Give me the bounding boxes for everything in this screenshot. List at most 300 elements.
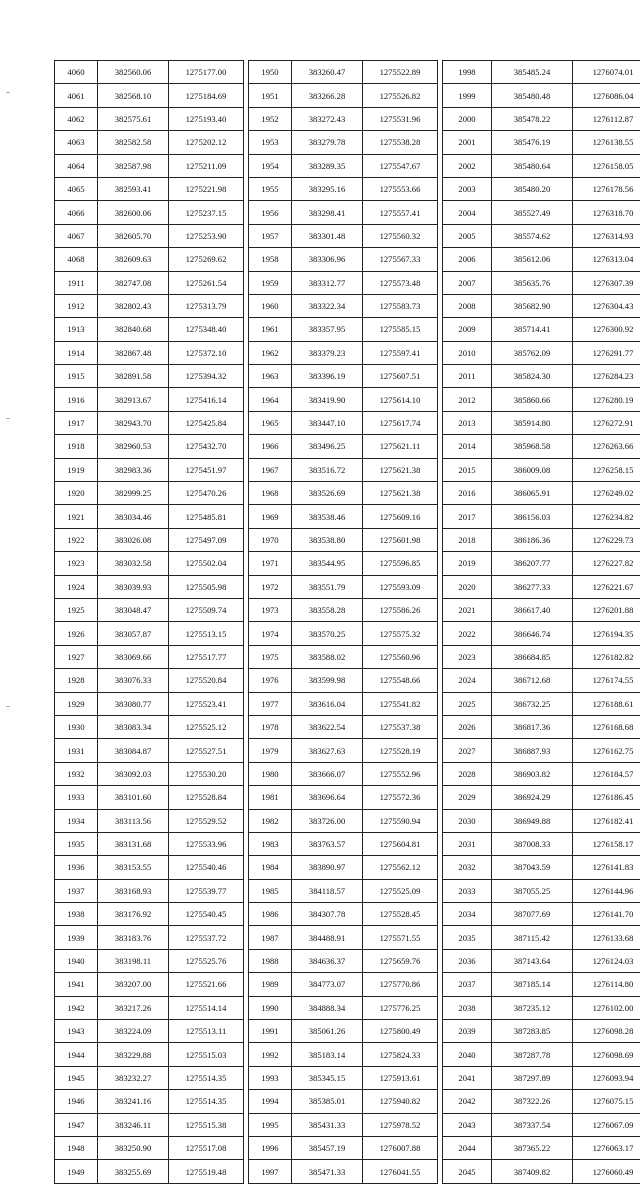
- y-coordinate-cell: 1275540.46: [169, 856, 244, 879]
- table-row: [55, 1043, 244, 1066]
- table-row: [443, 973, 640, 996]
- y-coordinate-cell: 1276184.57: [573, 762, 640, 785]
- y-coordinate-cell: 1275940.82: [363, 1090, 438, 1113]
- table-row: [249, 1160, 438, 1183]
- point-number-cell: 1982: [249, 809, 292, 832]
- table-row: [249, 739, 438, 762]
- x-coordinate-cell: 383076.33: [98, 669, 169, 692]
- table-row: [443, 411, 640, 434]
- x-coordinate-cell: 382943.70: [98, 411, 169, 434]
- y-coordinate-cell: 1276086.04: [573, 84, 640, 107]
- table-row: [443, 856, 640, 879]
- x-coordinate-cell: 382983.36: [98, 458, 169, 481]
- table-row: [249, 248, 438, 271]
- y-coordinate-cell: 1275597.41: [363, 341, 438, 364]
- point-number-cell: 1941: [55, 973, 98, 996]
- point-number-cell: 1940: [55, 949, 98, 972]
- point-number-cell: 4063: [55, 131, 98, 154]
- point-number-cell: 1931: [55, 739, 98, 762]
- y-coordinate-cell: 1275523.41: [169, 692, 244, 715]
- point-number-cell: 1970: [249, 528, 292, 551]
- x-coordinate-cell: 383526.69: [292, 482, 363, 505]
- x-coordinate-cell: 385457.19: [292, 1136, 363, 1159]
- x-coordinate-cell: 387115.42: [492, 926, 573, 949]
- table-row: [443, 1066, 640, 1089]
- point-number-cell: 4064: [55, 154, 98, 177]
- table-row: [55, 622, 244, 645]
- point-number-cell: 1917: [55, 411, 98, 434]
- y-coordinate-cell: 1275519.48: [169, 1160, 244, 1183]
- coordinate-table-3: [442, 60, 640, 1184]
- x-coordinate-cell: 383048.47: [98, 598, 169, 621]
- y-coordinate-cell: 1275425.84: [169, 411, 244, 434]
- y-coordinate-cell: 1275521.66: [169, 973, 244, 996]
- point-number-cell: 1963: [249, 365, 292, 388]
- x-coordinate-cell: 387287.78: [492, 1043, 573, 1066]
- x-coordinate-cell: 383153.55: [98, 856, 169, 879]
- table-row: [249, 528, 438, 551]
- table-row: [249, 1066, 438, 1089]
- y-coordinate-cell: 1276291.77: [573, 341, 640, 364]
- point-number-cell: 1947: [55, 1113, 98, 1136]
- x-coordinate-cell: 385714.41: [492, 318, 573, 341]
- y-coordinate-cell: 1276112.87: [573, 107, 640, 130]
- x-coordinate-cell: 382582.58: [98, 131, 169, 154]
- x-coordinate-cell: 383260.47: [292, 61, 363, 84]
- y-coordinate-cell: 1275416.14: [169, 388, 244, 411]
- table-row: [55, 435, 244, 458]
- table-row: [55, 411, 244, 434]
- x-coordinate-cell: 386186.36: [492, 528, 573, 551]
- table-row: [55, 482, 244, 505]
- x-coordinate-cell: 383241.16: [98, 1090, 169, 1113]
- point-number-cell: 1986: [249, 903, 292, 926]
- table-row: [443, 224, 640, 247]
- table-row: [443, 271, 640, 294]
- point-number-cell: 1938: [55, 903, 98, 926]
- point-number-cell: 1988: [249, 949, 292, 972]
- y-coordinate-cell: 1275202.12: [169, 131, 244, 154]
- x-coordinate-cell: 383763.57: [292, 832, 363, 855]
- y-coordinate-cell: 1275517.08: [169, 1136, 244, 1159]
- y-coordinate-cell: 1276133.68: [573, 926, 640, 949]
- y-coordinate-cell: 1276221.67: [573, 575, 640, 598]
- x-coordinate-cell: 383289.35: [292, 154, 363, 177]
- x-coordinate-cell: 383217.26: [98, 996, 169, 1019]
- y-coordinate-cell: 1275593.09: [363, 575, 438, 598]
- y-coordinate-cell: 1276124.03: [573, 949, 640, 972]
- coordinate-table-2: [248, 60, 438, 1184]
- table-row: [443, 341, 640, 364]
- y-coordinate-cell: 1275211.09: [169, 154, 244, 177]
- point-number-cell: 1951: [249, 84, 292, 107]
- x-coordinate-cell: 386817.36: [492, 715, 573, 738]
- y-coordinate-cell: 1275515.03: [169, 1043, 244, 1066]
- y-coordinate-cell: 1275560.32: [363, 224, 438, 247]
- y-coordinate-cell: 1275177.00: [169, 61, 244, 84]
- y-coordinate-cell: 1275601.98: [363, 528, 438, 551]
- y-coordinate-cell: 1275604.81: [363, 832, 438, 855]
- x-coordinate-cell: 383069.66: [98, 645, 169, 668]
- margin-mark: [6, 418, 10, 419]
- x-coordinate-cell: 385635.76: [492, 271, 573, 294]
- x-coordinate-cell: 382802.43: [98, 294, 169, 317]
- table-row: [249, 973, 438, 996]
- table-row: [443, 645, 640, 668]
- point-number-cell: 1952: [249, 107, 292, 130]
- x-coordinate-cell: 382747.08: [98, 271, 169, 294]
- point-number-cell: 4066: [55, 201, 98, 224]
- table-row: [443, 107, 640, 130]
- x-coordinate-cell: 383357.95: [292, 318, 363, 341]
- table-row: [249, 154, 438, 177]
- x-coordinate-cell: 385183.14: [292, 1043, 363, 1066]
- point-number-cell: 2035: [443, 926, 492, 949]
- table-row: [249, 388, 438, 411]
- point-number-cell: 1933: [55, 786, 98, 809]
- point-number-cell: 1961: [249, 318, 292, 341]
- x-coordinate-cell: 383419.90: [292, 388, 363, 411]
- table-row: [55, 224, 244, 247]
- x-coordinate-cell: 385914.80: [492, 411, 573, 434]
- table-row: [443, 879, 640, 902]
- point-number-cell: 1912: [55, 294, 98, 317]
- point-number-cell: 1943: [55, 1020, 98, 1043]
- y-coordinate-cell: 1275621.11: [363, 435, 438, 458]
- table-row: [443, 131, 640, 154]
- table-row: [55, 1160, 244, 1183]
- table-row: [249, 365, 438, 388]
- x-coordinate-cell: 383224.09: [98, 1020, 169, 1043]
- x-coordinate-cell: 385478.22: [492, 107, 573, 130]
- point-number-cell: 2041: [443, 1066, 492, 1089]
- x-coordinate-cell: 387365.22: [492, 1136, 573, 1159]
- table-row: [443, 949, 640, 972]
- x-coordinate-cell: 383026.08: [98, 528, 169, 551]
- point-number-cell: 2010: [443, 341, 492, 364]
- point-number-cell: 1956: [249, 201, 292, 224]
- y-coordinate-cell: 1275537.38: [363, 715, 438, 738]
- x-coordinate-cell: 383168.93: [98, 879, 169, 902]
- point-number-cell: 1998: [443, 61, 492, 84]
- point-number-cell: 1985: [249, 879, 292, 902]
- point-number-cell: 2003: [443, 177, 492, 200]
- x-coordinate-cell: 382999.25: [98, 482, 169, 505]
- table-row: [443, 84, 640, 107]
- y-coordinate-cell: 1275485.81: [169, 505, 244, 528]
- point-number-cell: 4065: [55, 177, 98, 200]
- y-coordinate-cell: 1275237.15: [169, 201, 244, 224]
- y-coordinate-cell: 1275586.26: [363, 598, 438, 621]
- y-coordinate-cell: 1275184.69: [169, 84, 244, 107]
- x-coordinate-cell: 386712.68: [492, 669, 573, 692]
- point-number-cell: 1950: [249, 61, 292, 84]
- y-coordinate-cell: 1275513.11: [169, 1020, 244, 1043]
- point-number-cell: 4067: [55, 224, 98, 247]
- table-row: [443, 809, 640, 832]
- table-row: [249, 458, 438, 481]
- table-row: [443, 715, 640, 738]
- point-number-cell: 1930: [55, 715, 98, 738]
- x-coordinate-cell: 383322.34: [292, 294, 363, 317]
- table-row: [55, 973, 244, 996]
- point-number-cell: 1916: [55, 388, 98, 411]
- table-row: [249, 645, 438, 668]
- y-coordinate-cell: 1275451.97: [169, 458, 244, 481]
- table-row: [443, 996, 640, 1019]
- x-coordinate-cell: 383396.19: [292, 365, 363, 388]
- point-number-cell: 1975: [249, 645, 292, 668]
- y-coordinate-cell: 1275528.84: [169, 786, 244, 809]
- x-coordinate-cell: 383696.64: [292, 786, 363, 809]
- point-number-cell: 1987: [249, 926, 292, 949]
- y-coordinate-cell: 1276304.43: [573, 294, 640, 317]
- x-coordinate-cell: 383250.90: [98, 1136, 169, 1159]
- point-number-cell: 1937: [55, 879, 98, 902]
- x-coordinate-cell: 387337.54: [492, 1113, 573, 1136]
- y-coordinate-cell: 1276007.88: [363, 1136, 438, 1159]
- table-row: [249, 809, 438, 832]
- point-number-cell: 1991: [249, 1020, 292, 1043]
- point-number-cell: 2032: [443, 856, 492, 879]
- point-number-cell: 2040: [443, 1043, 492, 1066]
- table-row: [249, 294, 438, 317]
- y-coordinate-cell: 1275538.28: [363, 131, 438, 154]
- y-coordinate-cell: 1275313.79: [169, 294, 244, 317]
- x-coordinate-cell: 383298.41: [292, 201, 363, 224]
- x-coordinate-cell: 385480.48: [492, 84, 573, 107]
- table-row: [443, 622, 640, 645]
- y-coordinate-cell: 1275531.96: [363, 107, 438, 130]
- x-coordinate-cell: 382568.10: [98, 84, 169, 107]
- table-row: [55, 598, 244, 621]
- table-row: [55, 669, 244, 692]
- x-coordinate-cell: 386684.85: [492, 645, 573, 668]
- x-coordinate-cell: 386207.77: [492, 552, 573, 575]
- table-row: [55, 177, 244, 200]
- y-coordinate-cell: 1275537.72: [169, 926, 244, 949]
- x-coordinate-cell: 387409.82: [492, 1160, 573, 1183]
- point-number-cell: 1922: [55, 528, 98, 551]
- point-number-cell: 1934: [55, 809, 98, 832]
- y-coordinate-cell: 1276063.17: [573, 1136, 640, 1159]
- y-coordinate-cell: 1276307.39: [573, 271, 640, 294]
- x-coordinate-cell: 383229.88: [98, 1043, 169, 1066]
- point-number-cell: 1977: [249, 692, 292, 715]
- x-coordinate-cell: 383890.97: [292, 856, 363, 879]
- x-coordinate-cell: 383538.46: [292, 505, 363, 528]
- x-coordinate-cell: 385385.01: [292, 1090, 363, 1113]
- point-number-cell: 1964: [249, 388, 292, 411]
- margin-mark: [6, 92, 10, 93]
- table-row: [55, 926, 244, 949]
- y-coordinate-cell: 1275800.49: [363, 1020, 438, 1043]
- y-coordinate-cell: 1276098.69: [573, 1043, 640, 1066]
- y-coordinate-cell: 1275528.45: [363, 903, 438, 926]
- table-row: [249, 201, 438, 224]
- point-number-cell: 4062: [55, 107, 98, 130]
- table-row: [55, 552, 244, 575]
- x-coordinate-cell: 383516.72: [292, 458, 363, 481]
- point-number-cell: 2018: [443, 528, 492, 551]
- table-row: [55, 505, 244, 528]
- y-coordinate-cell: 1275573.48: [363, 271, 438, 294]
- table-row: [55, 84, 244, 107]
- table-row: [55, 61, 244, 84]
- table-row: [249, 435, 438, 458]
- y-coordinate-cell: 1276141.70: [573, 903, 640, 926]
- table-row: [55, 1113, 244, 1136]
- point-number-cell: 2019: [443, 552, 492, 575]
- x-coordinate-cell: 386065.91: [492, 482, 573, 505]
- point-number-cell: 1965: [249, 411, 292, 434]
- x-coordinate-cell: 385061.26: [292, 1020, 363, 1043]
- table-row: [249, 786, 438, 809]
- y-coordinate-cell: 1275553.66: [363, 177, 438, 200]
- table-row: [55, 528, 244, 551]
- y-coordinate-cell: 1276102.00: [573, 996, 640, 1019]
- coordinate-table-1: [54, 60, 244, 1184]
- x-coordinate-cell: 386277.33: [492, 575, 573, 598]
- point-number-cell: 1932: [55, 762, 98, 785]
- y-coordinate-cell: 1276313.04: [573, 248, 640, 271]
- point-number-cell: 1925: [55, 598, 98, 621]
- y-coordinate-cell: 1275590.94: [363, 809, 438, 832]
- x-coordinate-cell: 383113.56: [98, 809, 169, 832]
- x-coordinate-cell: 383092.03: [98, 762, 169, 785]
- y-coordinate-cell: 1276075.15: [573, 1090, 640, 1113]
- table-row: [249, 879, 438, 902]
- x-coordinate-cell: 387055.25: [492, 879, 573, 902]
- table-row: [443, 1136, 640, 1159]
- x-coordinate-cell: 383588.02: [292, 645, 363, 668]
- point-number-cell: 1999: [443, 84, 492, 107]
- y-coordinate-cell: 1276284.23: [573, 365, 640, 388]
- point-number-cell: 2005: [443, 224, 492, 247]
- table-row: [249, 482, 438, 505]
- x-coordinate-cell: 385485.24: [492, 61, 573, 84]
- table-row: [249, 832, 438, 855]
- x-coordinate-cell: 383301.48: [292, 224, 363, 247]
- x-coordinate-cell: 386617.40: [492, 598, 573, 621]
- point-number-cell: 4068: [55, 248, 98, 271]
- y-coordinate-cell: 1275585.15: [363, 318, 438, 341]
- x-coordinate-cell: 383183.76: [98, 926, 169, 949]
- table-row: [443, 61, 640, 84]
- table-row: [249, 715, 438, 738]
- y-coordinate-cell: 1275193.40: [169, 107, 244, 130]
- point-number-cell: 1957: [249, 224, 292, 247]
- point-number-cell: 4060: [55, 61, 98, 84]
- table-row: [443, 926, 640, 949]
- point-number-cell: 1983: [249, 832, 292, 855]
- x-coordinate-cell: 383295.16: [292, 177, 363, 200]
- x-coordinate-cell: 383379.23: [292, 341, 363, 364]
- point-number-cell: 1994: [249, 1090, 292, 1113]
- point-number-cell: 1914: [55, 341, 98, 364]
- table-row: [443, 458, 640, 481]
- y-coordinate-cell: 1276300.92: [573, 318, 640, 341]
- table-row: [55, 318, 244, 341]
- point-number-cell: 1927: [55, 645, 98, 668]
- x-coordinate-cell: 382913.67: [98, 388, 169, 411]
- point-number-cell: 1924: [55, 575, 98, 598]
- point-number-cell: 1953: [249, 131, 292, 154]
- coordinate-tables: [54, 60, 639, 1184]
- y-coordinate-cell: 1275502.04: [169, 552, 244, 575]
- x-coordinate-cell: 386732.25: [492, 692, 573, 715]
- y-coordinate-cell: 1276182.82: [573, 645, 640, 668]
- y-coordinate-cell: 1276201.88: [573, 598, 640, 621]
- point-number-cell: 2031: [443, 832, 492, 855]
- y-coordinate-cell: 1276229.73: [573, 528, 640, 551]
- y-coordinate-cell: 1275372.10: [169, 341, 244, 364]
- x-coordinate-cell: 383616.04: [292, 692, 363, 715]
- x-coordinate-cell: 386009.08: [492, 458, 573, 481]
- point-number-cell: 1948: [55, 1136, 98, 1159]
- point-number-cell: 2043: [443, 1113, 492, 1136]
- x-coordinate-cell: 383080.77: [98, 692, 169, 715]
- y-coordinate-cell: 1276138.55: [573, 131, 640, 154]
- x-coordinate-cell: 384773.07: [292, 973, 363, 996]
- table-row: [55, 388, 244, 411]
- table-row: [443, 435, 640, 458]
- point-number-cell: 1923: [55, 552, 98, 575]
- y-coordinate-cell: 1275529.52: [169, 809, 244, 832]
- point-number-cell: 1971: [249, 552, 292, 575]
- y-coordinate-cell: 1275607.51: [363, 365, 438, 388]
- y-coordinate-cell: 1275526.82: [363, 84, 438, 107]
- point-number-cell: 2016: [443, 482, 492, 505]
- y-coordinate-cell: 1275583.73: [363, 294, 438, 317]
- point-number-cell: 2021: [443, 598, 492, 621]
- point-number-cell: 2026: [443, 715, 492, 738]
- y-coordinate-cell: 1276168.68: [573, 715, 640, 738]
- y-coordinate-cell: 1275560.96: [363, 645, 438, 668]
- x-coordinate-cell: 386924.29: [492, 786, 573, 809]
- table-row: [443, 692, 640, 715]
- point-number-cell: 1981: [249, 786, 292, 809]
- y-coordinate-cell: 1275525.09: [363, 879, 438, 902]
- point-number-cell: 1997: [249, 1160, 292, 1183]
- point-number-cell: 1958: [249, 248, 292, 271]
- table-row: [249, 318, 438, 341]
- y-coordinate-cell: 1275513.15: [169, 622, 244, 645]
- point-number-cell: 2024: [443, 669, 492, 692]
- point-number-cell: 2014: [443, 435, 492, 458]
- x-coordinate-cell: 387283.85: [492, 1020, 573, 1043]
- table-row: [443, 1160, 640, 1183]
- y-coordinate-cell: 1276258.15: [573, 458, 640, 481]
- table-row: [249, 177, 438, 200]
- y-coordinate-cell: 1275432.70: [169, 435, 244, 458]
- table-row: [55, 856, 244, 879]
- x-coordinate-cell: 382867.48: [98, 341, 169, 364]
- y-coordinate-cell: 1275552.96: [363, 762, 438, 785]
- x-coordinate-cell: 383176.92: [98, 903, 169, 926]
- table-row: [55, 107, 244, 130]
- table-row: [249, 1136, 438, 1159]
- x-coordinate-cell: 382560.06: [98, 61, 169, 84]
- x-coordinate-cell: 383057.87: [98, 622, 169, 645]
- x-coordinate-cell: 385682.90: [492, 294, 573, 317]
- point-number-cell: 1928: [55, 669, 98, 692]
- y-coordinate-cell: 1275261.54: [169, 271, 244, 294]
- table-row: [249, 949, 438, 972]
- point-number-cell: 1968: [249, 482, 292, 505]
- point-number-cell: 1960: [249, 294, 292, 317]
- point-number-cell: 1966: [249, 435, 292, 458]
